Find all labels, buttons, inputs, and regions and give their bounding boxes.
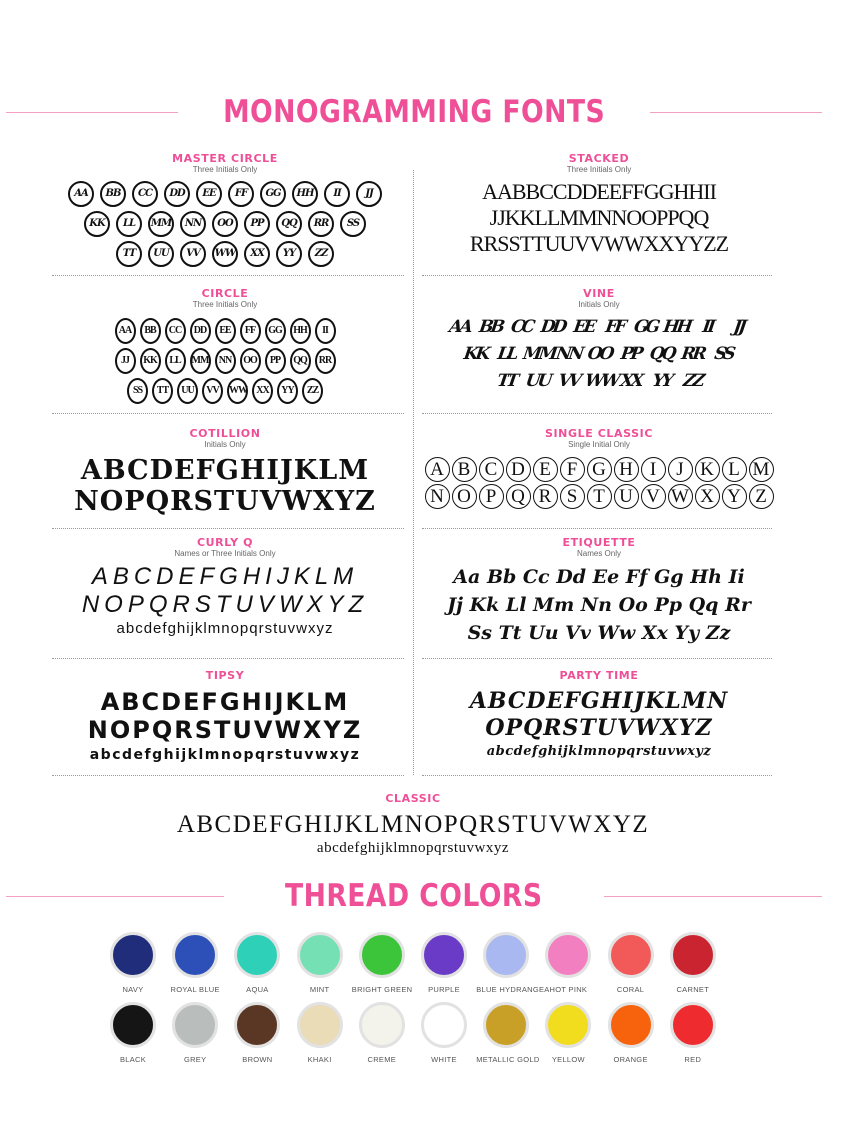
thread-spool bbox=[172, 932, 218, 978]
thread-color-label: KHAKI bbox=[307, 1055, 332, 1064]
monogram-glyph-icon: DD bbox=[539, 317, 566, 337]
circled-letter: C bbox=[479, 457, 504, 482]
thread-spool bbox=[670, 1002, 716, 1048]
monogram-glyph-icon: XX bbox=[244, 241, 270, 267]
monogram-glyph-icon: KK bbox=[140, 348, 161, 374]
monogram-glyph-icon: QQ bbox=[276, 211, 302, 237]
monogram-glyph-icon: ZZ bbox=[302, 378, 323, 404]
monogram-glyph-icon: SS bbox=[127, 378, 148, 404]
font-panel-tipsy bbox=[40, 670, 410, 766]
font-sample-row: RRSSTTUUVVWWXXYYZZ bbox=[469, 231, 729, 256]
font-sample-row: ABCDEFGHIJKLM bbox=[80, 455, 370, 486]
monogram-glyph-icon: WW bbox=[227, 378, 248, 404]
thread-spool bbox=[608, 932, 654, 978]
monogram-glyph-icon: UU bbox=[523, 371, 551, 391]
monogram-glyph-icon: YY bbox=[276, 241, 302, 267]
monogram-glyph-icon: MM bbox=[521, 344, 556, 364]
monogram-glyph-icon: QQ bbox=[290, 348, 311, 374]
monogram-glyph-icon: ZZ bbox=[308, 241, 334, 267]
monogram-glyph-icon: TT bbox=[495, 371, 517, 391]
circled-letter: N bbox=[425, 484, 450, 509]
monogram-glyph-icon: MM bbox=[190, 348, 211, 374]
monogram-glyph-icon: NN bbox=[554, 344, 583, 364]
master-circle-sample bbox=[40, 179, 410, 269]
monogram-glyph-icon: MM bbox=[148, 211, 174, 237]
monogram-glyph-icon: DD bbox=[164, 181, 190, 207]
monogram-glyph-icon: LL bbox=[116, 211, 142, 237]
single-classic-sample bbox=[420, 456, 778, 510]
fonts-heading: MONOGRAMMING FONTS bbox=[223, 94, 606, 130]
font-title: SINGLE CLASSIC bbox=[544, 427, 654, 440]
font-sample-row: OPQRSTUVWXYZ bbox=[485, 715, 713, 741]
monogram-glyph-icon: YY bbox=[650, 371, 672, 391]
thread-color-swatch bbox=[476, 932, 550, 994]
section-divider bbox=[422, 775, 772, 776]
font-sample-row: NOPQRSTUVWXYZ bbox=[81, 591, 369, 618]
thread-spool bbox=[359, 932, 405, 978]
monogram-glyph-icon: PP bbox=[618, 344, 642, 364]
monogram-glyph-icon: EE bbox=[215, 318, 236, 344]
font-subtitle: Names or Three Initials Only bbox=[174, 549, 276, 558]
monogram-glyph-icon: RR bbox=[679, 344, 705, 364]
font-title: CLASSIC bbox=[385, 792, 441, 805]
monogram-glyph-icon: FF bbox=[228, 181, 254, 207]
font-subtitle: Initials Only bbox=[204, 440, 246, 449]
thread-color-label: MINT bbox=[309, 985, 330, 994]
thread-color-label: ORANGE bbox=[613, 1055, 648, 1064]
thread-spool bbox=[172, 1002, 218, 1048]
thread-color-label: AQUA bbox=[246, 985, 269, 994]
thread-color-swatch bbox=[352, 1002, 412, 1064]
thread-color-swatch bbox=[476, 1002, 540, 1064]
font-sample-row: JJKKLLMMNNOOPPQQ bbox=[489, 205, 709, 230]
circled-letter: H bbox=[614, 457, 639, 482]
font-panel-curly-q bbox=[40, 537, 410, 639]
font-subtitle: Three Initials Only bbox=[566, 165, 632, 174]
monogram-glyph-icon: II bbox=[701, 317, 714, 337]
font-sample-row bbox=[40, 376, 410, 406]
font-title: PARTY TIME bbox=[559, 669, 639, 682]
monogram-glyph-icon: CC bbox=[165, 318, 186, 344]
circled-letter: X bbox=[695, 484, 720, 509]
heading-rule-left bbox=[6, 896, 224, 897]
section-divider bbox=[422, 413, 772, 414]
monogram-glyph-icon: JJ bbox=[356, 181, 382, 207]
circled-letter: P bbox=[479, 484, 504, 509]
monogram-glyph-icon: JJ bbox=[732, 317, 746, 337]
circled-letter: R bbox=[533, 484, 558, 509]
monogram-glyph-icon: EE bbox=[572, 317, 595, 337]
monogram-glyph-icon: NN bbox=[180, 211, 206, 237]
monogram-glyph-icon: II bbox=[315, 318, 336, 344]
thread-spool bbox=[483, 932, 529, 978]
thread-color-label: BRIGHT GREEN bbox=[351, 985, 413, 994]
thread-color-label: YELLOW bbox=[551, 1055, 585, 1064]
font-title: VINE bbox=[583, 287, 615, 300]
thread-color-label: HOT PINK bbox=[549, 985, 588, 994]
thread-spool bbox=[670, 932, 716, 978]
thread-spool bbox=[421, 932, 467, 978]
thread-color-swatch bbox=[290, 932, 350, 994]
thread-spool bbox=[110, 1002, 156, 1048]
thread-color-swatch bbox=[538, 932, 598, 994]
heading-rule-right bbox=[604, 896, 822, 897]
font-panel-vine bbox=[420, 288, 778, 395]
monogram-glyph-icon: CC bbox=[509, 317, 534, 337]
font-sample-row: abcdefghijklmnopqrstuvwxyz bbox=[316, 840, 510, 856]
font-panel-master-circle bbox=[40, 153, 410, 269]
monogram-glyph-icon: SS bbox=[712, 344, 734, 364]
section-divider bbox=[52, 528, 404, 529]
font-panel-cotillion bbox=[40, 428, 410, 517]
monogram-glyph-icon: CC bbox=[132, 181, 158, 207]
monogram-glyph-icon: SS bbox=[340, 211, 366, 237]
monogram-glyph-icon: WW bbox=[583, 371, 619, 391]
circled-letter: Y bbox=[722, 484, 747, 509]
heading-rule-left bbox=[6, 112, 178, 113]
monogram-glyph-icon: NN bbox=[215, 348, 236, 374]
section-divider bbox=[52, 775, 404, 776]
colors-heading-row bbox=[0, 878, 852, 914]
circled-letter: A bbox=[425, 457, 450, 482]
font-sample-row: ABCDEFGHIJKLMNOPQRSTUVWXYZ bbox=[176, 811, 650, 838]
thread-color-swatch bbox=[414, 932, 474, 994]
thread-color-label: PURPLE bbox=[428, 985, 460, 994]
thread-color-swatch bbox=[663, 932, 723, 994]
font-sample-row bbox=[420, 368, 778, 395]
monogram-glyph-icon: EE bbox=[196, 181, 222, 207]
section-divider bbox=[422, 528, 772, 529]
thread-color-swatch bbox=[601, 1002, 661, 1064]
thread-spool bbox=[359, 1002, 405, 1048]
font-sample-row bbox=[420, 483, 778, 510]
thread-spool bbox=[545, 1002, 591, 1048]
colors-heading: THREAD COLORS bbox=[285, 878, 543, 914]
thread-color-swatch bbox=[227, 932, 287, 994]
monogram-glyph-icon: TT bbox=[116, 241, 142, 267]
thread-color-label: ROYAL BLUE bbox=[170, 985, 220, 994]
thread-color-swatch bbox=[165, 1002, 225, 1064]
font-title: ETIQUETTE bbox=[562, 536, 636, 549]
font-subtitle: Initials Only bbox=[578, 300, 620, 309]
font-subtitle: Three Initials Only bbox=[192, 165, 258, 174]
font-sample-row bbox=[40, 239, 410, 269]
monogram-glyph-icon: PP bbox=[265, 348, 286, 374]
circle-sample bbox=[40, 316, 410, 406]
thread-color-swatch bbox=[601, 932, 661, 994]
monogram-glyph-icon: AA bbox=[68, 181, 94, 207]
font-title: STACKED bbox=[568, 152, 630, 165]
stacked-sample bbox=[420, 179, 778, 257]
thread-color-label: BROWN bbox=[242, 1055, 273, 1064]
section-divider bbox=[52, 275, 404, 276]
font-sample-row: AABBCCDDEEFFGGHHII bbox=[482, 179, 716, 204]
monogram-glyph-icon: VV bbox=[556, 371, 580, 391]
font-sample-row: abcdefghijklmnopqrstuvwxyz bbox=[89, 747, 361, 763]
monogram-glyph-icon: JJ bbox=[115, 348, 136, 374]
monogram-glyph-icon: BB bbox=[100, 181, 126, 207]
thread-spool bbox=[545, 932, 591, 978]
font-title: MASTER CIRCLE bbox=[172, 152, 278, 165]
monogram-glyph-icon: BB bbox=[140, 318, 161, 344]
monogram-glyph-icon: HH bbox=[290, 318, 311, 344]
section-divider bbox=[422, 275, 772, 276]
monogram-glyph-icon: VV bbox=[202, 378, 223, 404]
monogram-glyph-icon: XX bbox=[252, 378, 273, 404]
thread-spool bbox=[483, 1002, 529, 1048]
monogram-glyph-icon: VV bbox=[180, 241, 206, 267]
column-divider bbox=[413, 170, 414, 775]
circled-letter: U bbox=[614, 484, 639, 509]
monogram-glyph-icon: TT bbox=[152, 378, 173, 404]
font-subtitle: Single Initial Only bbox=[568, 440, 630, 449]
circled-letter: Z bbox=[749, 484, 774, 509]
circled-letter: L bbox=[722, 457, 747, 482]
thread-color-swatch bbox=[290, 1002, 350, 1064]
monogram-glyph-icon: LL bbox=[495, 344, 517, 364]
circled-letter: K bbox=[695, 457, 720, 482]
monogram-glyph-icon: LL bbox=[165, 348, 186, 374]
monogram-glyph-icon: DD bbox=[190, 318, 211, 344]
font-sample-row: ABCDEFGHIJKLM bbox=[100, 688, 350, 716]
circled-letter: D bbox=[506, 457, 531, 482]
thread-color-swatch bbox=[663, 1002, 723, 1064]
font-title: CURLY Q bbox=[196, 536, 254, 549]
section-divider bbox=[52, 658, 404, 659]
thread-color-swatch bbox=[227, 1002, 287, 1064]
circled-letter: J bbox=[668, 457, 693, 482]
thread-color-label: METALLIC GOLD bbox=[476, 1055, 540, 1064]
thread-color-label: RED bbox=[684, 1055, 702, 1064]
thread-color-swatch bbox=[352, 932, 412, 994]
monogram-glyph-icon: RR bbox=[315, 348, 336, 374]
font-sample-row: abcdefghijklmnopqrstuvwxyz bbox=[116, 620, 334, 637]
monogram-glyph-icon: BB bbox=[477, 317, 504, 337]
thread-color-label: CORAL bbox=[616, 985, 645, 994]
font-sample-row: ABCDEFGHIJKLM bbox=[91, 563, 359, 590]
circled-letter: F bbox=[560, 457, 585, 482]
circled-letter: I bbox=[641, 457, 666, 482]
font-panel-classic bbox=[100, 793, 726, 857]
font-title: TIPSY bbox=[205, 669, 245, 682]
font-sample-row: ABCDEFGHIJKLMN bbox=[469, 688, 729, 714]
circled-letter: T bbox=[587, 484, 612, 509]
monogram-glyph-icon: AA bbox=[447, 317, 472, 337]
font-subtitle: Names Only bbox=[576, 549, 621, 558]
monogram-glyph-icon: GG bbox=[260, 181, 286, 207]
font-panel-party-time bbox=[420, 670, 778, 762]
font-title: COTILLION bbox=[189, 427, 261, 440]
monogram-glyph-icon: OO bbox=[240, 348, 261, 374]
font-sample-row bbox=[420, 456, 778, 483]
thread-color-label: GREY bbox=[183, 1055, 207, 1064]
circled-letter: E bbox=[533, 457, 558, 482]
font-title: CIRCLE bbox=[201, 287, 249, 300]
thread-color-swatch bbox=[103, 932, 163, 994]
monogram-glyph-icon: UU bbox=[148, 241, 174, 267]
heading-rule-right bbox=[650, 112, 822, 113]
font-panel-etiquette bbox=[420, 537, 778, 647]
monogram-glyph-icon: OO bbox=[212, 211, 238, 237]
fonts-heading-row bbox=[0, 94, 852, 130]
thread-color-label: NAVY bbox=[122, 985, 144, 994]
monogram-glyph-icon: FF bbox=[604, 317, 626, 337]
circled-letter: Q bbox=[506, 484, 531, 509]
monogram-glyph-icon: XX bbox=[618, 371, 642, 391]
monogram-glyph-icon: OO bbox=[585, 344, 613, 364]
monogram-glyph-icon: QQ bbox=[647, 344, 675, 364]
thread-spool bbox=[110, 932, 156, 978]
thread-spool bbox=[234, 932, 280, 978]
monogram-glyph-icon: KK bbox=[84, 211, 110, 237]
section-divider bbox=[52, 413, 404, 414]
thread-spool bbox=[608, 1002, 654, 1048]
thread-color-swatch bbox=[103, 1002, 163, 1064]
circled-letter: B bbox=[452, 457, 477, 482]
font-sample-row bbox=[40, 346, 410, 376]
font-sample-row: Jj Kk Ll Mm Nn Oo Pp Qq Rr bbox=[447, 594, 751, 616]
font-sample-row bbox=[40, 209, 410, 239]
circled-letter: S bbox=[560, 484, 585, 509]
monogram-glyph-icon: II bbox=[324, 181, 350, 207]
monogram-glyph-icon: WW bbox=[212, 241, 238, 267]
thread-spool bbox=[421, 1002, 467, 1048]
monogram-glyph-icon: AA bbox=[115, 318, 136, 344]
thread-color-swatch bbox=[414, 1002, 474, 1064]
circled-letter: O bbox=[452, 484, 477, 509]
thread-color-label: WHITE bbox=[431, 1055, 457, 1064]
circled-letter: M bbox=[749, 457, 774, 482]
font-sample-row: NOPQRSTUVWXYZ bbox=[87, 716, 363, 744]
thread-color-label: BLUE HYDRANGEA bbox=[476, 985, 550, 994]
thread-color-swatch bbox=[538, 1002, 598, 1064]
font-panel-single-classic bbox=[420, 428, 778, 510]
vine-sample bbox=[420, 314, 778, 395]
circled-letter: G bbox=[587, 457, 612, 482]
font-panel-circle bbox=[40, 288, 410, 406]
font-subtitle: Three Initials Only bbox=[192, 300, 258, 309]
monogram-glyph-icon: RR bbox=[308, 211, 334, 237]
font-sample-row: NOPQRSTUVWXYZ bbox=[74, 486, 376, 517]
font-sample-row bbox=[40, 179, 410, 209]
thread-color-label: CARNET bbox=[676, 985, 710, 994]
monogram-glyph-icon: UU bbox=[177, 378, 198, 404]
monogram-glyph-icon: PP bbox=[244, 211, 270, 237]
thread-color-label: BLACK bbox=[119, 1055, 147, 1064]
monogram-glyph-icon: YY bbox=[277, 378, 298, 404]
circled-letter: V bbox=[641, 484, 666, 509]
monogram-glyph-icon: GG bbox=[632, 317, 659, 337]
font-sample-row bbox=[420, 314, 778, 341]
thread-spool bbox=[297, 932, 343, 978]
thread-spool bbox=[234, 1002, 280, 1048]
monogram-glyph-icon: ZZ bbox=[681, 371, 703, 391]
section-divider bbox=[422, 658, 772, 659]
thread-spool bbox=[297, 1002, 343, 1048]
font-panel-stacked bbox=[420, 153, 778, 257]
circled-letter: W bbox=[668, 484, 693, 509]
font-sample-row: abcdefghijklmnopqrstuvwxyz bbox=[486, 744, 712, 759]
monogram-glyph-icon: GG bbox=[265, 318, 286, 344]
thread-color-swatch bbox=[165, 932, 225, 994]
font-sample-row: Ss Tt Uu Vv Ww Xx Yy Zz bbox=[467, 622, 731, 644]
thread-color-label: CREME bbox=[367, 1055, 397, 1064]
font-sample-row bbox=[420, 341, 778, 368]
monogram-glyph-icon: KK bbox=[461, 344, 489, 364]
monogram-glyph-icon: HH bbox=[662, 317, 692, 337]
monogram-glyph-icon: HH bbox=[292, 181, 318, 207]
monogram-glyph-icon: FF bbox=[240, 318, 261, 344]
font-sample-row: Aa Bb Cc Dd Ee Ff Gg Hh Ii bbox=[453, 566, 745, 588]
font-sample-row bbox=[40, 316, 410, 346]
